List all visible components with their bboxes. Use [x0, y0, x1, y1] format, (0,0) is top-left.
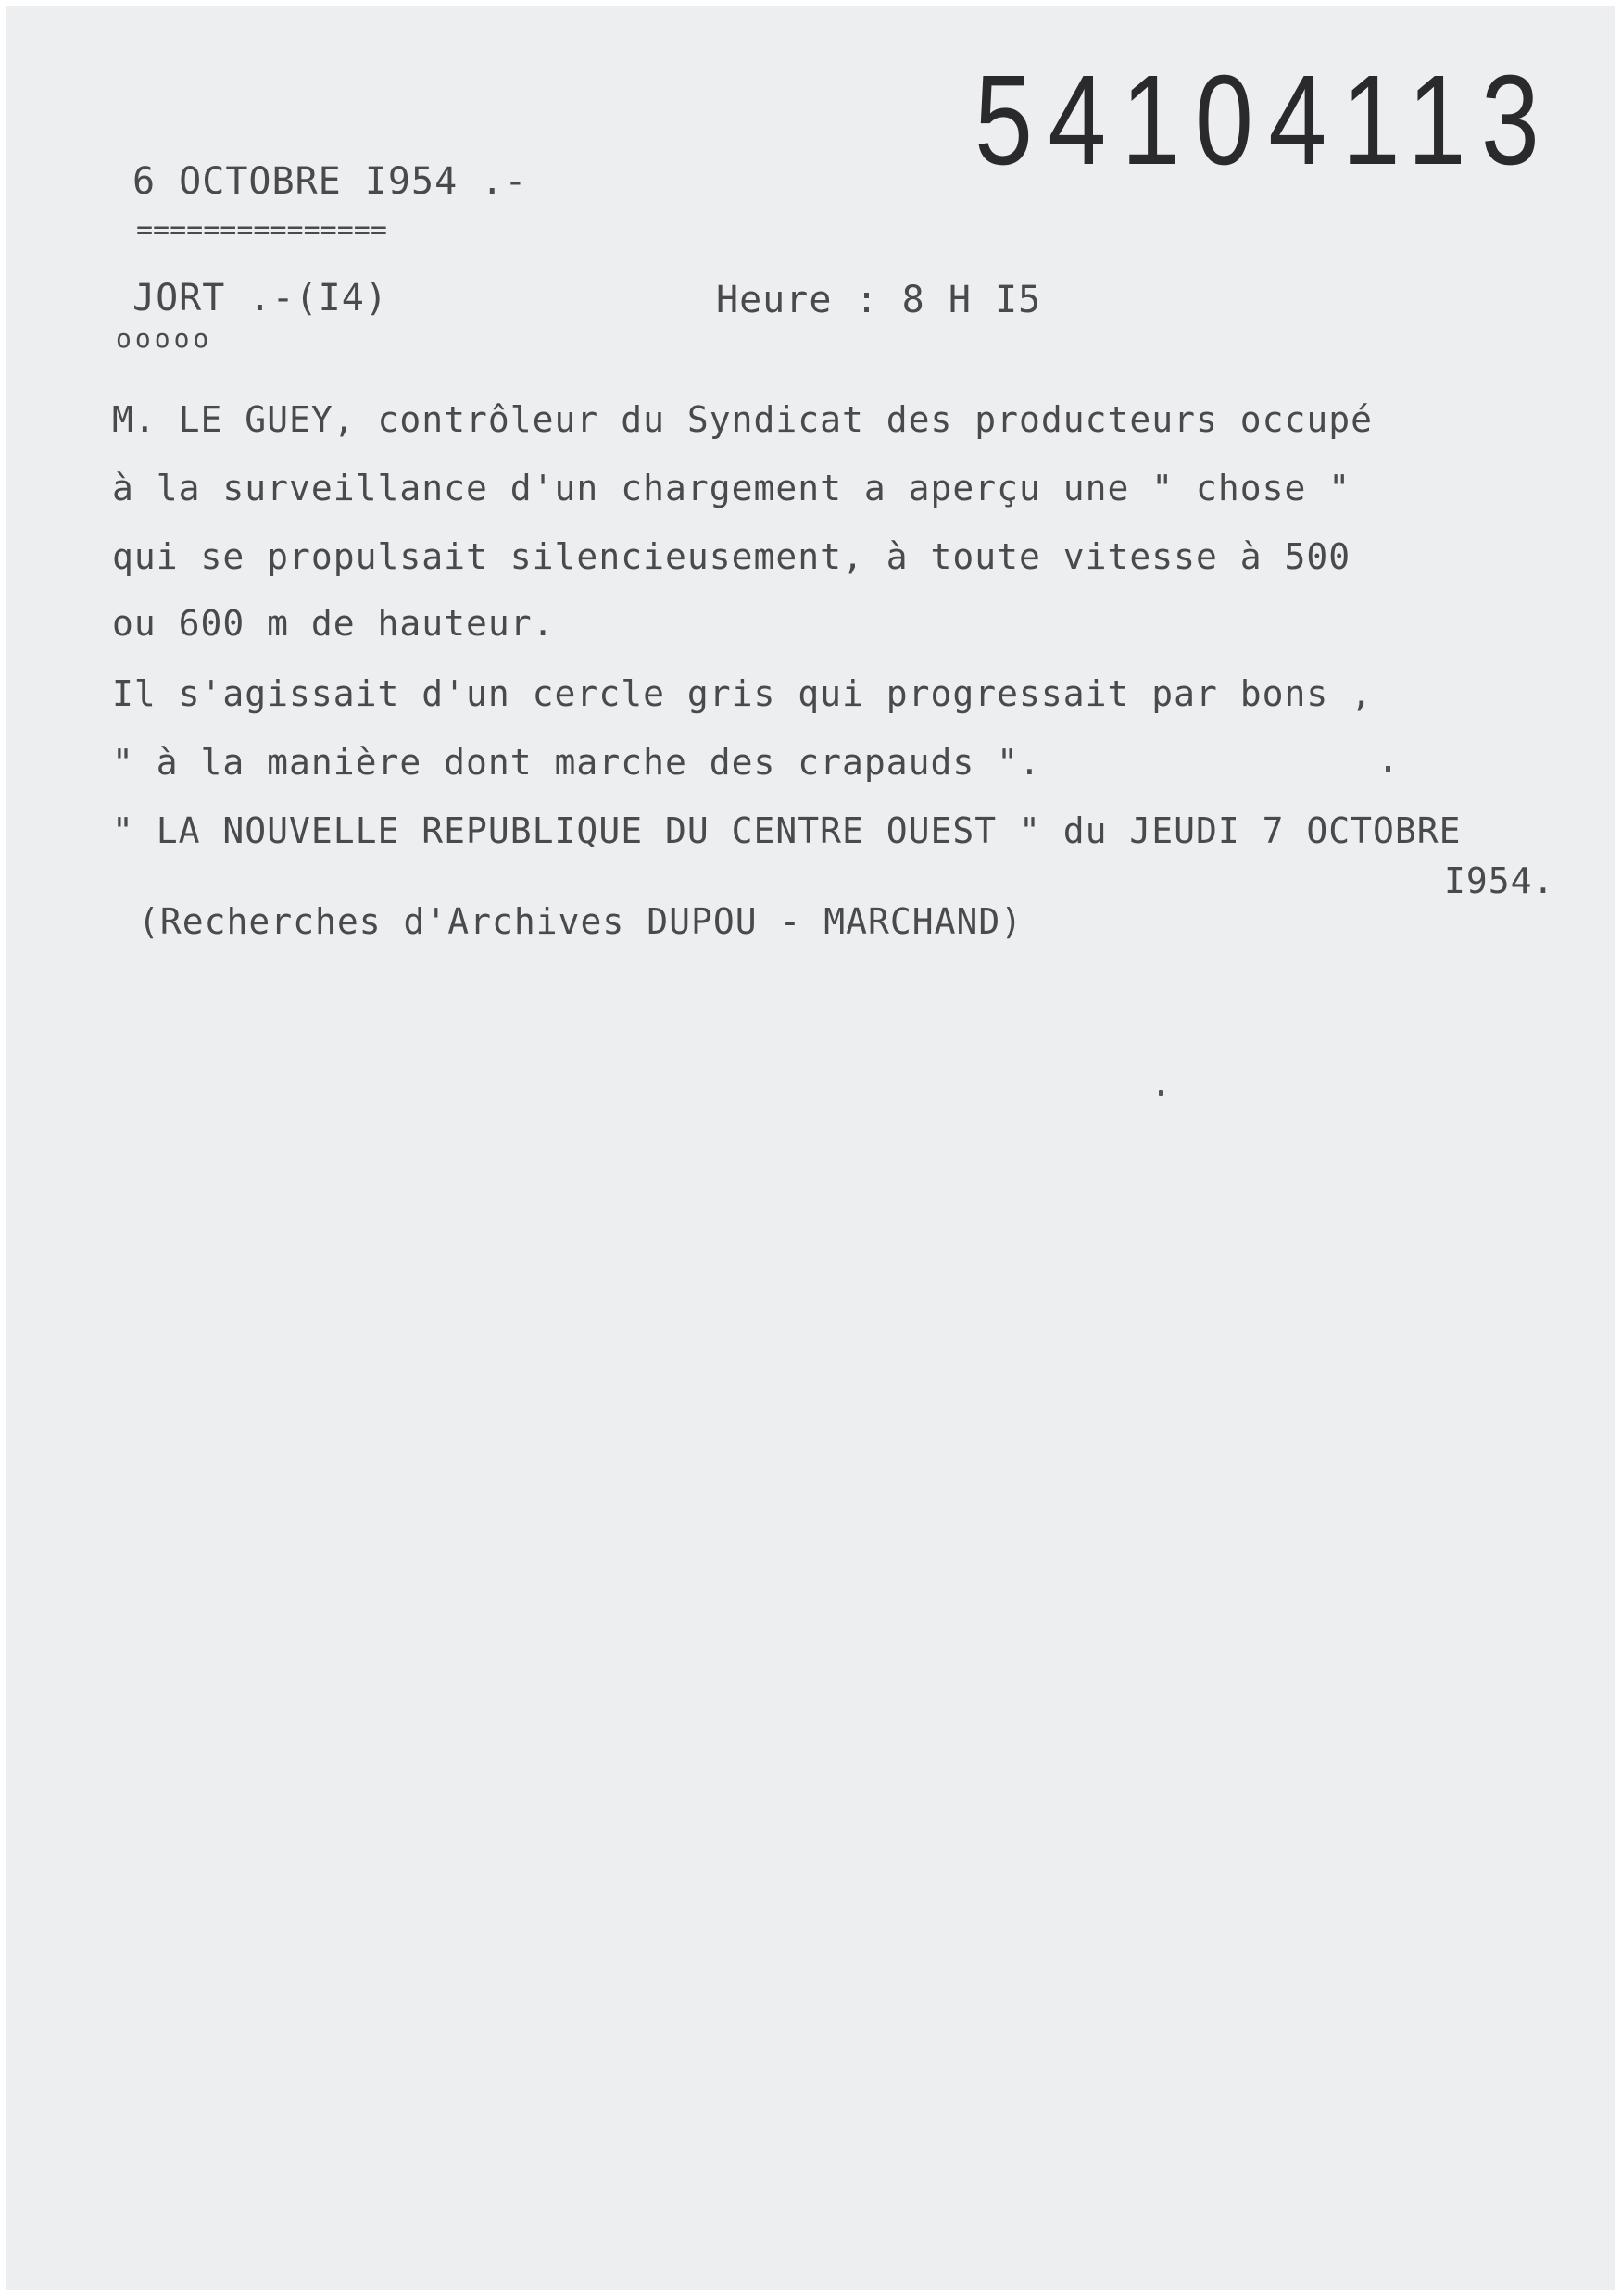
- place-underline: ooooo: [116, 323, 213, 354]
- body-line: M. LE GUEY, contrôleur du Syndicat des producteurs occupé: [112, 399, 1374, 440]
- date-line: 6 OCTOBRE I954 .-: [132, 160, 528, 203]
- hour-line: Heure : 8 H I5: [716, 279, 1042, 321]
- body-line: Il s'agissait d'un cercle gris qui progressait par bons ,: [112, 673, 1374, 714]
- source-year: I954.: [1444, 860, 1555, 901]
- document-number: 54104113: [974, 49, 1555, 192]
- body-line: qui se propulsait silencieusement, à toute vitesse à 500: [112, 536, 1351, 577]
- body-line: " à la manière dont marche des crapauds ".: [112, 742, 1041, 783]
- research-note: (Recherches d'Archives DUPOU - MARCHAND): [138, 901, 1024, 942]
- document-page: [6, 6, 1615, 2290]
- date-underline: ===============: [136, 214, 387, 246]
- place-line: JORT .-(I4): [132, 277, 388, 320]
- body-line: à la surveillance d'un chargement a aperçu une " chose ": [112, 468, 1351, 508]
- body-line: ou 600 m de hauteur.: [112, 603, 555, 644]
- source-line: " LA NOUVELLE REPUBLIQUE DU CENTRE OUEST " du JEUDI 7 OCTOBRE: [112, 810, 1462, 851]
- ink-speck: [1159, 1090, 1163, 1096]
- ink-mark: [1386, 766, 1390, 772]
